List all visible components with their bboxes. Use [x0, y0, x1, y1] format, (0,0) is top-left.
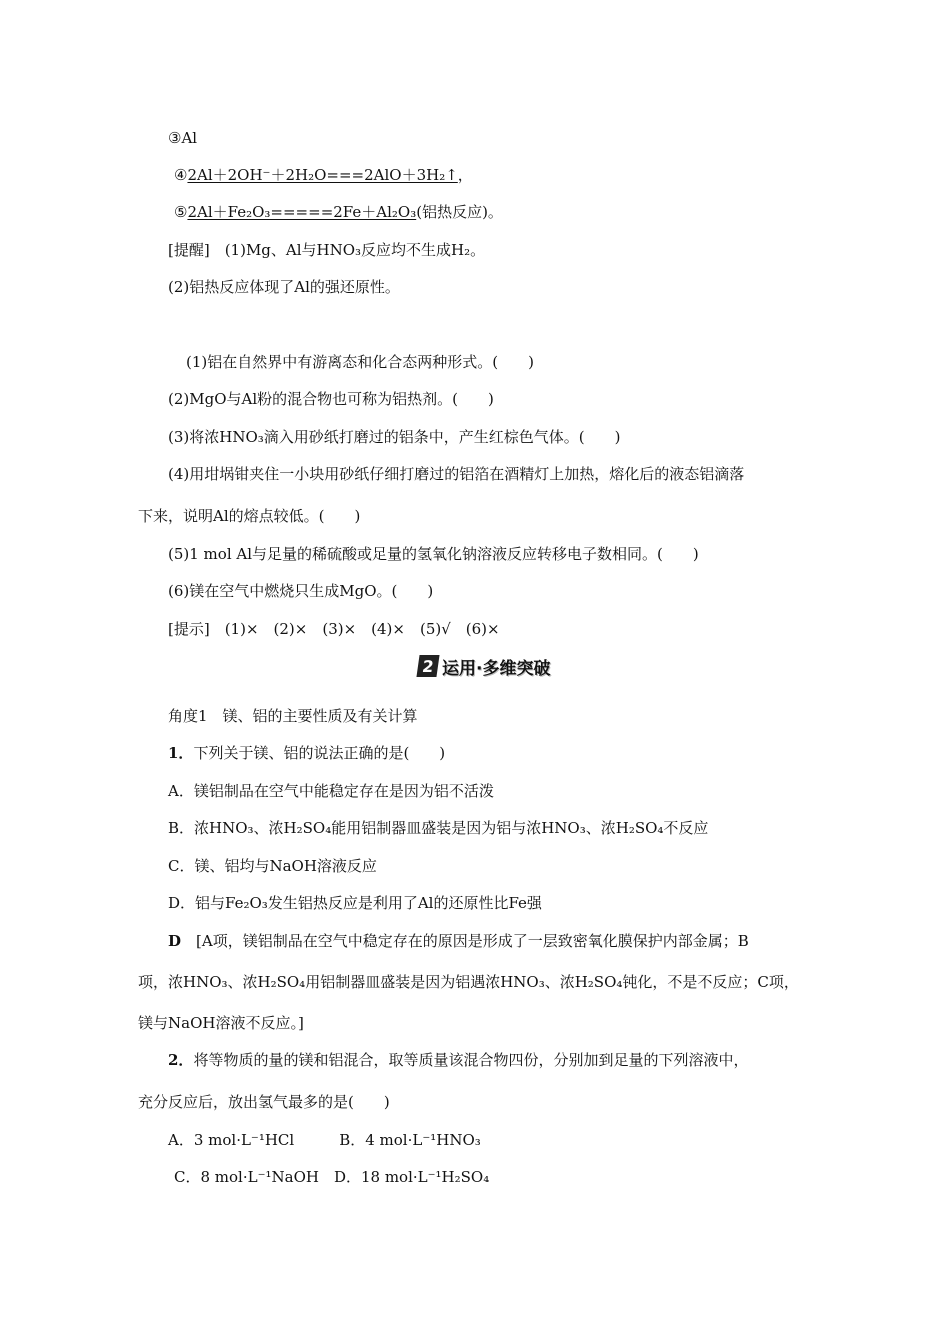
equation: 2Al＋2OH⁻＋2H₂O===2AlO＋3H₂↑ [187, 166, 458, 184]
question-1 [168, 743, 445, 763]
reminder-1: [提醒] (1)Mg、Al与HNO₃反应均不生成H₂。 [168, 241, 486, 259]
answer-text: [A项，镁铝制品在空气中稳定存在的原因是形成了一层致密氧化膜保护内部金属；B [181, 932, 749, 950]
answer-1-line1 [168, 931, 749, 951]
option-d: D．铝与Fe₂O₃发生铝热反应是利用了Al的还原性比Fe强 [168, 894, 542, 912]
options-ab: A．3 mol·L⁻¹HCl B．4 mol·L⁻¹HNO₃ [168, 1131, 481, 1149]
option-c: C．镁、铝均与NaOH溶液反应 [168, 857, 377, 875]
angle-heading: 角度1 镁、铝的主要性质及有关计算 [168, 707, 418, 725]
judge-hint: [提示] (1)× (2)× (3)× (4)× (5)√ (6)× [168, 620, 500, 638]
question-2-line1 [168, 1050, 748, 1070]
line-eq-5 [174, 202, 503, 222]
eq-marker: ④ [174, 166, 188, 184]
judge-q2: (2)MgO与Al粉的混合物也可称为铝热剂。( ) [168, 390, 494, 408]
judge-q6: (6)镁在空气中燃烧只生成MgO。( ) [168, 582, 434, 600]
eq-tail: (铝热反应)。 [416, 203, 503, 221]
options-cd: C．8 mol·L⁻¹NaOH D．18 mol·L⁻¹H₂SO₄ [174, 1168, 490, 1186]
judge-q1: (1)铝在自然界中有游离态和化合态两种形式。( ) [186, 353, 534, 371]
question-number: 2． [168, 1051, 194, 1069]
line-eq-4 [174, 165, 473, 185]
eq-tail: ， [457, 166, 473, 184]
answer-1-line2: 项，浓HNO₃、浓H₂SO₄用铝制器皿盛装是因为铝遇浓HNO₃、浓H₂SO₄钝化，不是不反应；C项， [138, 973, 799, 991]
option-a: A．镁铝制品在空气中能稳定存在是因为铝不活泼 [168, 782, 494, 800]
judge-q3: (3)将浓HNO₃滴入用砂纸打磨过的铝条中，产生红棕色气体。( ) [168, 428, 621, 446]
judge-q4-line2: 下来，说明Al的熔点较低。( ) [138, 507, 361, 525]
option-b: B．浓HNO₃、浓H₂SO₄能用铝制器皿盛装是因为铝与浓HNO₃、浓H₂SO₄不反应 [168, 819, 709, 837]
question-2-line2: 充分反应后，放出氢气最多的是( ) [138, 1093, 390, 1111]
section-number: 2 [416, 655, 439, 677]
answer-1-line3: 镁与NaOH溶液不反应。] [138, 1014, 304, 1032]
section-header [418, 653, 550, 679]
question-text: 下列关于镁、铝的说法正确的是( ) [193, 744, 446, 762]
question-number: 1． [168, 744, 194, 762]
reminder-2: (2)铝热反应体现了Al的强还原性。 [168, 278, 400, 296]
equation: 2Al＋Fe₂O₃=====2Fe＋Al₂O₃ [187, 203, 417, 221]
eq-marker: ⑤ [174, 203, 188, 221]
answer-letter: D [168, 932, 182, 950]
judge-q4-line1: (4)用坩埚钳夹住一小块用砂纸仔细打磨过的铝箔在酒精灯上加热，熔化后的液态铝滴落 [168, 465, 745, 483]
judge-q5: (5)1 mol Al与足量的稀硫酸或足量的氢氧化钠溶液反应转移电子数相同。( ) [168, 545, 699, 563]
section-title: 运用·多维突破 [442, 658, 551, 679]
line-al: ③Al [168, 129, 198, 147]
question-text: 将等物质的量的镁和铝混合，取等质量该混合物四份，分别加到足量的下列溶液中， [193, 1051, 749, 1069]
